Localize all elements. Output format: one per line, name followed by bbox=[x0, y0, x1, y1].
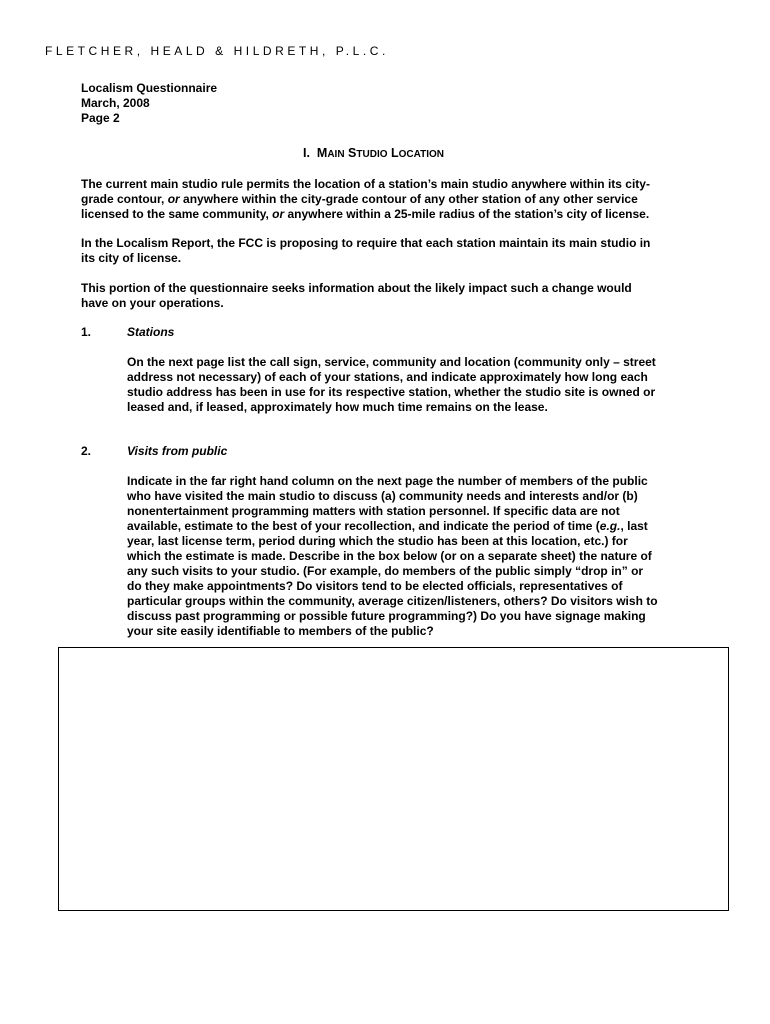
item-1-body: On the next page list the call sign, service, community and location (community only – street address not necessary) of each of your stations, and indicate approximately how long each studio address has been in use for its respective station, whether the studio site is owned or leased and, if leased, approximately how much time remains on the lease. bbox=[127, 355, 656, 414]
item-1-heading: Stations bbox=[127, 325, 175, 339]
section-title: I. MAIN STUDIO LOCATION bbox=[303, 146, 444, 160]
document-date: March, 2008 bbox=[81, 96, 150, 110]
intro-paragraph-2: In the Localism Report, the FCC is proposing to require that each station maintain its main studio in its city of license. bbox=[81, 236, 651, 265]
intro-paragraph-1: The current main studio rule permits the location of a station’s main studio anywhere within its city- grade contour, or anywhere within the city-grade contour of any other station of any other service licensed to the same community, or anywhere within a 25-mile radius of the station’s city of license. bbox=[81, 177, 650, 221]
intro-paragraph-3: This portion of the questionnaire seeks information about the likely impact such a change would have on your operations. bbox=[81, 281, 632, 310]
item-2-heading: Visits from public bbox=[127, 444, 228, 458]
answer-box[interactable] bbox=[58, 647, 729, 911]
item-2-body: Indicate in the far right hand column on the next page the number of members of the public who have visited the main studio to discuss (a) community needs and interests and/or (b) nonentertainment programming matters with station personnel. If specific data are not available, estimate to the best of your recollection, and indicate the period of time (e.g., last year, last license term, period during which the studio has been at this location, etc.) for which the estimate is made. Describe in the box below (or on a separate sheet) the nature of any such visits to your studio. (For example, do members of the public simply “drop in” or do they make appointments? Do visitors tend to be elected officials, representatives of particular groups within the community, average citizen/listeners, others? Do visitors wish to discuss past programming or possible future programming?) Do you have signage making your site easily identifiable to members of the public? bbox=[127, 474, 658, 638]
document-title: Localism Questionnaire bbox=[81, 81, 218, 95]
section-numeral: I. bbox=[303, 146, 310, 160]
document-header bbox=[81, 81, 217, 126]
page-number: Page 2 bbox=[81, 111, 120, 125]
firm-letterhead: FLETCHER, HEALD & HILDRETH, P.L.C. bbox=[45, 44, 389, 58]
item-1-number: 1. bbox=[81, 325, 92, 339]
item-2-number: 2. bbox=[81, 444, 92, 458]
